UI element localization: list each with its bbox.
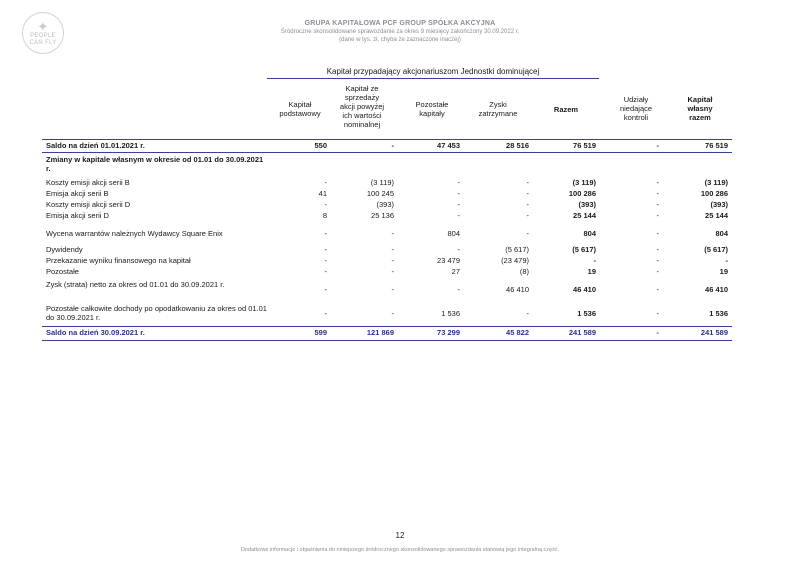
table-cell: - (457, 245, 460, 254)
row-label: Dywidendy (46, 245, 83, 254)
table-cell: (393) (710, 200, 728, 209)
table-cell: - (391, 309, 394, 318)
table-row (42, 229, 732, 239)
company-logo (22, 12, 64, 54)
table-row (42, 200, 732, 210)
table-cell: 25 144 (705, 211, 728, 220)
table-cell: 23 479 (437, 256, 460, 265)
table-cell: - (526, 178, 529, 187)
table-cell: - (324, 245, 327, 254)
table-row (42, 267, 732, 277)
table-cell: 241 589 (700, 328, 728, 337)
table-cell: - (656, 189, 659, 198)
table-rule (42, 340, 732, 341)
table-cell: - (656, 285, 659, 294)
table-cell: - (526, 211, 529, 220)
page-number: 12 (395, 531, 405, 540)
table-cell: 76 519 (705, 141, 728, 150)
column-header: Kapitał podstawowy (279, 100, 321, 118)
table-cell: - (656, 141, 659, 150)
column-header: Kapitał ze sprzedaży akcji powyżej ich wartości nominalnej (339, 84, 385, 129)
table-cell: 550 (314, 141, 327, 150)
table-cell: - (656, 178, 659, 187)
table-cell: - (457, 211, 460, 220)
row-label: Pozostałe (46, 267, 79, 276)
table-cell: - (391, 141, 394, 150)
group-column-header: Kapitał przypadający akcjonariuszom Jednostki dominującej (267, 66, 599, 79)
units-note: (dane w tys. zł, chyba że zaznaczone inaczej) (339, 37, 461, 43)
column-header: Udziały niedające kontroli (619, 95, 653, 122)
row-label: Saldo na dzień 30.09.2021 r. (46, 328, 145, 337)
table-cell: - (391, 267, 394, 276)
table-cell: - (324, 309, 327, 318)
table-cell: - (324, 285, 327, 294)
row-label: Koszty emisji akcji serii D (46, 200, 131, 209)
table-cell: 76 519 (573, 141, 596, 150)
row-label: Emisja akcji serii B (46, 189, 109, 198)
table-cell: (393) (578, 200, 596, 209)
table-cell: - (324, 200, 327, 209)
footer-note: Dodatkowe informacje i objaśnienia do niniejszego śródrocznego skonsolidowanego sprawozdania stanowią jego integralną część. (240, 547, 560, 553)
table-cell: 100 245 (366, 189, 394, 198)
column-header: Zyski zatrzymane (478, 100, 518, 118)
table-cell: 8 (322, 211, 327, 220)
table-cell: 100 286 (700, 189, 728, 198)
table-cell: - (324, 267, 327, 276)
row-label: Koszty emisji akcji serii B (46, 178, 130, 187)
table-cell: 804 (447, 229, 460, 238)
table-cell: 1 536 (709, 309, 728, 318)
report-subtitle: Śródroczne skonsolidowane sprawozdanie za okres 9 miesięcy zakończony 30.09.2022 r. (280, 29, 520, 35)
table-row (42, 141, 732, 151)
row-label: Zmiany w kapitale własnym w okresie od 01.01 do 30.09.2021 r. (46, 155, 264, 173)
row-label: Saldo na dzień 01.01.2021 r. (46, 141, 145, 150)
table-cell: (23 479) (501, 256, 529, 265)
table-cell: - (656, 245, 659, 254)
table-cell: (5 617) (505, 245, 529, 254)
table-row (42, 328, 732, 338)
table-cell: 27 (451, 267, 460, 276)
table-cell: - (526, 200, 529, 209)
table-cell: (5 617) (704, 245, 728, 254)
table-cell: 599 (314, 328, 327, 337)
row-label: Zysk (strata) netto za okres od 01.01 do 30.09.2021 r. (46, 280, 225, 289)
table-cell: - (526, 229, 529, 238)
table-cell: 1 536 (577, 309, 596, 318)
table-row (42, 211, 732, 221)
table-cell: - (656, 256, 659, 265)
table-cell: - (656, 211, 659, 220)
table-cell: 46 410 (506, 285, 529, 294)
table-cell: 73 299 (437, 328, 460, 337)
table-rule (42, 152, 732, 153)
table-cell: 45 822 (506, 328, 529, 337)
document-header (150, 19, 650, 44)
table-row (42, 178, 732, 188)
row-label: Przekazanie wyniku finansowego na kapitał (46, 256, 191, 265)
table-cell: 804 (715, 229, 728, 238)
table-cell: 19 (719, 267, 728, 276)
table-row (42, 280, 732, 300)
table-row (42, 189, 732, 199)
table-cell: - (324, 178, 327, 187)
table-cell: (3 119) (572, 178, 596, 187)
table-cell: 46 410 (705, 285, 728, 294)
table-cell: - (725, 256, 728, 265)
table-cell: 121 869 (366, 328, 394, 337)
table-cell: - (526, 189, 529, 198)
table-cell: - (324, 256, 327, 265)
table-cell: - (391, 245, 394, 254)
table-cell: (393) (376, 200, 394, 209)
table-cell: - (656, 267, 659, 276)
column-header: Razem (553, 105, 579, 114)
table-row (42, 256, 732, 266)
table-cell: 25 144 (573, 211, 596, 220)
table-cell: - (526, 309, 529, 318)
table-cell: - (391, 229, 394, 238)
table-cell: 100 286 (568, 189, 596, 198)
table-cell: 241 589 (568, 328, 596, 337)
table-cell: 41 (318, 189, 327, 198)
table-cell: - (457, 200, 460, 209)
table-cell: 28 516 (506, 141, 529, 150)
logo-text-line1: PEOPLE (30, 32, 56, 39)
column-header: Kapitał własny razem (687, 95, 713, 122)
table-cell: (8) (519, 267, 529, 276)
table-cell: - (656, 328, 659, 337)
table-cell: 25 136 (371, 211, 394, 220)
table-cell: 19 (587, 267, 596, 276)
table-cell: 46 410 (573, 285, 596, 294)
table-cell: - (391, 256, 394, 265)
company-name: GRUPA KAPITAŁOWA PCF GROUP SPÓŁKA AKCYJNA (304, 20, 496, 27)
table-row (42, 155, 732, 175)
row-label: Wycena warrantów należnych Wydawcy Square Enix (46, 229, 223, 238)
table-cell: - (656, 229, 659, 238)
table-cell: - (457, 178, 460, 187)
table-cell: (3 119) (370, 178, 394, 187)
table-cell: - (457, 189, 460, 198)
logo-text-line2: CAN FLY (29, 39, 57, 46)
table-rule (42, 139, 732, 140)
winged-figure-icon: ✦ (37, 18, 49, 34)
table-cell: 804 (583, 229, 596, 238)
table-cell: - (391, 285, 394, 294)
table-cell: - (457, 285, 460, 294)
table-rule (42, 326, 732, 327)
row-label: Emisja akcji serii D (46, 211, 109, 220)
table-cell: 1 536 (441, 309, 460, 318)
table-cell: 47 453 (437, 141, 460, 150)
table-cell: - (593, 256, 596, 265)
column-header: Pozostałe kapitały (415, 100, 449, 118)
row-label: Pozostałe całkowite dochody po opodatkowaniu za okres od 01.01 do 30.09.2021 r. (46, 304, 267, 322)
table-cell: (3 119) (704, 178, 728, 187)
table-cell: - (324, 229, 327, 238)
table-cell: (5 617) (572, 245, 596, 254)
table-row (42, 245, 732, 255)
table-cell: - (656, 200, 659, 209)
table-cell: - (656, 309, 659, 318)
table-row (42, 304, 732, 324)
